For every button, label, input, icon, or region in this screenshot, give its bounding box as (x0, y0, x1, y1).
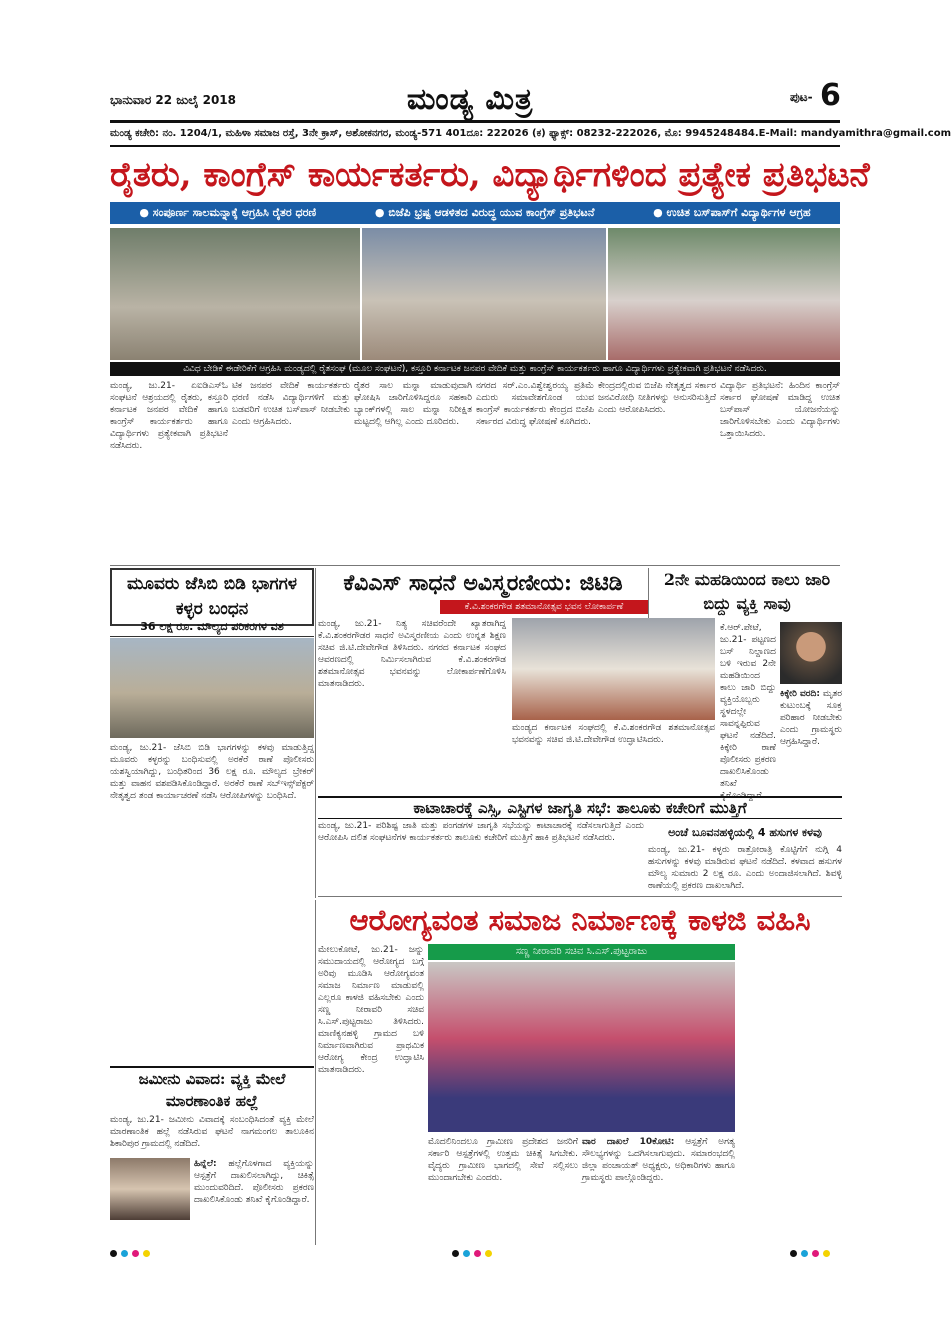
land-subhead: ಹಿನ್ನೆಲೆ: (194, 1159, 217, 1169)
lead-headline: ರೈತರು, ಕಾಂಗ್ರೆಸ್ ಕಾರ್ಯಕರ್ತರು, ವಿದ್ಯಾರ್ಥಿಗಳಿಂದ ಪ್ರತ್ಯೇಕ ಪ್ರತಿಭಟನೆ (110, 155, 870, 195)
lead-paragraph: ಮಂಡ್ಯ, ಜು.21- ಏಐಡಿಎಸ್‌ಓ ಸಂಘಟನೆ ಆಶ್ರಯದಲ್ಲಿ ರೈತರು, ಕಸ್ತೂರಿ ಕರ್ನಾಟಕ ಜನಪರ ವೇದಿಕೆ ಹಾಗೂ ಕಾಂಗ್ರೆಸ್ ಕಾರ್ಯಕರ್ತರು ಹಾಗೂ ವಿದ್ಯಾರ್ಥಿಗಳು ಪ್ರತ್ಯೇಕವಾಗಿ ಪ್ರತಿಭಟನೆ ನಡೆಸಿದರು. (110, 381, 228, 451)
jcb-photo (110, 638, 314, 738)
kvs-headline: ಕೆವಿಎಸ್ ಸಾಧನೆ ಅವಿಸ್ಮರಣೀಯ: ಜಿಟಿಡಿ (343, 570, 623, 596)
death-subbody: ಮೃತರ ಕುಟುಂಬಕ್ಕೆ ಸೂಕ್ತ ಪರಿಹಾರ ನೀಡಬೇಕು ಎಂದು ಗ್ರಾಮಸ್ಥರು ಆಗ್ರಹಿಸಿದ್ದಾರೆ. (780, 689, 842, 747)
death-followup (780, 688, 842, 792)
section-divider (110, 565, 840, 566)
congress-protest-photo (362, 228, 606, 360)
lead-column (232, 380, 350, 564)
farmers-protest-photo (110, 228, 360, 360)
health-body-3 (582, 1136, 735, 1244)
health-headline: ಆರೋಗ್ಯವಂತ ಸಮಾಜ ನಿರ್ಮಾಣಕ್ಕೆ ಕಾಳಜಿ ವಹಿಸಿ (349, 903, 811, 937)
print-registration-marks (110, 1250, 150, 1257)
lead-column (720, 380, 840, 564)
jcb-headline: ಮೂವರು ಜೆಸಿಬಿ ಬಿಡಿ ಭಾಗಗಳ ಕಳ್ಳರ ಬಂಧನ (110, 568, 314, 626)
lead-paragraph: ಟಿಕ ಜನಪರ ವೇದಿಕೆ ಕಾರ್ಯಕರ್ತರು ಧರಣಿ ನಡೆಸಿ ವಿದ್ಯಾರ್ಥಿಗಳಿಗೆ ಮತ್ತು ಬಡವರಿಗೆ ಉಚಿತ ಬಸ್‌ಪಾಸ್ ನೀಡಬೇಕು ಎಂದು ಆಗ್ರಹಿಸಿದರು. (232, 381, 350, 427)
land-followup (194, 1158, 314, 1244)
lead-paragraph: ನಗರದ ಸರ್.ಎಂ.ವಿಶ್ವೇಶ್ವರಯ್ಯ ಪ್ರತಿಮೆ ಎದುರು ಸಮಾವೇಶಗೊಂಡ ಯುವ ಕಾಂಗ್ರೆಸ್ ಕಾರ್ಯಕರ್ತರು ಕೇಂದ್ರದ ಬಿಜೆಪಿ ಸರ್ಕಾರದ ವಿರುದ್ಧ ಘೋಷಣೆ ಕೂಗಿದರು. (476, 381, 594, 427)
jcb-body: ಮಂಡ್ಯ, ಜು.21- ಜೆಸಿಬಿ ಬಿಡಿ ಭಾಗಗಳನ್ನು ಕಳವು ಮಾಡುತ್ತಿದ್ದ ಮೂವರು ಕಳ್ಳರನ್ನು ಬಂಧಿಸುವಲ್ಲಿ ಅರಕೆರೆ ಠಾಣೆ ಪೊಲೀಸರು ಯಶಸ್ವಿಯಾಗಿದ್ದು, ಬಂಧಿತರಿಂದ 36 ಲಕ್ಷ ರೂ. ಮೌಲ್ಯದ ಬ್ರೇಕರ್ ಮತ್ತು ವಾಹನ ವಶಪಡಿಸಿಕೊಂಡಿದ್ದಾರೆ. ಅರಕೆರೆ ಠಾಣೆ ಸಬ್‌ಇನ್ಸ್‌ಪೆಕ್ಟರ್ ನೇತೃತ್ವದ ತಂಡ ಕಾರ್ಯಾಚರಣೆ ನಡೆಸಿ ಆರೋಪಿಗಳನ್ನು ಬಂಧಿಸಿದೆ. (110, 743, 314, 801)
death-headline: 2ನೇ ಮಹಡಿಯಿಂದ ಕಾಲು ಜಾರಿ ಬಿದ್ದು ವ್ಯಕ್ತಿ ಸಾವು (663, 570, 831, 613)
section-divider (318, 896, 842, 897)
office-phone: ದೂ: 222026 (ಕ) ಫ್ಯಾಕ್ಸ್: 08232-222026, ಮೊ: 9945248484. (466, 128, 759, 139)
lead-column (598, 380, 716, 564)
health-subbody: ಆಸ್ಪತ್ರೆಗೆ ಅಗತ್ಯ ಸೌಲಭ್ಯಗಳನ್ನು ಒದಗಿಸಲಾಗುವುದು. ಸಮಾರಂಭದಲ್ಲಿ ಜಿಲ್ಲಾ ಪಂಚಾಯತ್ ಅಧ್ಯಕ್ಷರು, ಅಧಿಕಾರಿಗಳು ಹಾಗೂ ಗ್ರಾಮಸ್ಥರು ಪಾಲ್ಗೊಂಡಿದ್ದರು. (582, 1137, 735, 1183)
land-body: ಮಂಡ್ಯ, ಜು.21- ಜಮೀನು ವಿವಾದಕ್ಕೆ ಸಂಬಂಧಿಸಿದಂತೆ ವ್ಯಕ್ತಿ ಮೇಲೆ ಮಾರಣಾಂತಿಕ ಹಲ್ಲೆ ನಡೆಸಿರುವ ಘಟನೆ ನಾಗಮಂಗಲ ತಾಲೂಕಿನ ಶಿಕಾರಿಪುರ ಗ್ರಾಮದಲ್ಲಿ ನಡೆದಿದೆ. (110, 1115, 314, 1149)
kvs-body: ಮಂಡ್ಯ, ಜು.21- ನಿತ್ಯ ಸಚಿವರೆಂದೇ ಖ್ಯಾತರಾಗಿದ್ದ ಕೆ.ವಿ.ಶಂಕರಗೌಡರ ಸಾಧನೆ ಅವಿಸ್ಮರಣೀಯ ಎಂದು ಉನ್ನತ ಶಿಕ್ಷಣ ಸಚಿವ ಜಿ.ಟಿ.ದೇವೇಗೌಡ ತಿಳಿಸಿದರು. ನಗರದ ಕರ್ನಾಟಕ ಸಂಘದ ಆವರಣದಲ್ಲಿ ನಿರ್ಮಿಸಲಾಗಿರುವ ಕೆ.ವಿ.ಶಂಕರಗೌಡ ಶತಮಾನೋತ್ಸವ ಭವನವನ್ನು ಲೋಕಾರ್ಪಣೆಗೊಳಿಸಿ ಮಾತನಾಡಿದರು. (318, 619, 506, 689)
death-body: ಕೆ.ಆರ್.ಪೇಟೆ, ಜು.21- ಪಟ್ಟಣದ ಬಸ್ ನಿಲ್ದಾಣದ ಬಳಿ ಇರುವ 2ನೇ ಮಹಡಿಯಿಂದ ಕಾಲು ಜಾರಿ ಬಿದ್ದು ವ್ಯಕ್ತಿಯೊಬ್ಬರು ಸ್ಥಳದಲ್ಲೇ ಸಾವನ್ನಪ್ಪಿರುವ ಘಟನೆ ನಡೆದಿದೆ. ಕಿಕ್ಕೇರಿ ಠಾಣೆ ಪೊಲೀಸರು ಪ್ರಕರಣ ದಾಖಲಿಸಿಕೊಂಡು ತನಿಖೆ ಕೈಗೊಂಡಿದ್ದಾರೆ. (720, 623, 776, 801)
meeting-body: ಮಂಡ್ಯ, ಜು.21- ಪರಿಶಿಷ್ಟ ಜಾತಿ ಮತ್ತು ಪಂಗಡಗಳ ಜಾಗೃತಿ ಸಭೆಯನ್ನು ಕಾಟಾಚಾರಕ್ಕೆ ನಡೆಸಲಾಗುತ್ತಿದೆ ಎಂದು ಆರೋಪಿಸಿ ದಲಿತ ಸಂಘಟನೆಗಳ ಕಾರ್ಯಕರ್ತರು ತಾಲೂಕು ಕಚೇರಿಗೆ ಮುತ್ತಿಗೆ ಹಾಕಿ ಪ್ರತಿಭಟನೆ ನಡೆಸಿದರು. (318, 821, 644, 843)
lead-column (476, 380, 594, 564)
office-address: ಮಂಡ್ಯ ಕಚೇರಿ: ನಂ. 1204/1, ಮಹಿಳಾ ಸಮಾಜ ರಸ್ತೆ, 3ನೇ ಕ್ರಾಸ್, ಅಶೋಕನಗರ, ಮಂಡ್ಯ-571 401 (110, 128, 467, 139)
lead-subhead-band (110, 202, 840, 224)
deceased-portrait-photo (780, 622, 842, 684)
lead-paragraph: ಕೇಂದ್ರದಲ್ಲಿರುವ ಬಿಜೆಪಿ ನೇತೃತ್ವದ ಸರ್ಕಾರ ಜನವಿರೋಧಿ ನೀತಿಗಳನ್ನು ಅನುಸರಿಸುತ್ತಿದೆ ಎಂದು ಆರೋಪಿಸಿದರು. (598, 381, 716, 415)
land-subbody: ಹಲ್ಲೆಗೊಳಗಾದ ವ್ಯಕ್ತಿಯನ್ನು ಆಸ್ಪತ್ರೆಗೆ ದಾಖಲಿಸಲಾಗಿದ್ದು, ಚಿಕಿತ್ಸೆ ಮುಂದುವರಿದಿದೆ. ಪೊಲೀಸರು ಪ್ರಕರಣ ದಾಖಲಿಸಿಕೊಂಡು ತನಿಖೆ ಕೈಗೊಂಡಿದ್ದಾರೆ. (194, 1159, 314, 1205)
issue-date: ಭಾನುವಾರ 22 ಜುಲೈ 2018 (110, 93, 236, 107)
masthead-rule (110, 120, 840, 123)
newspaper-title: ಮಂಡ್ಯ ಮಿತ್ರ (406, 82, 534, 117)
jcb-subhead: 36 ಲಕ್ಷ ರೂ. ಮೌಲ್ಯದ ಪರಿಕರಗಳ ವಶ (110, 620, 314, 637)
health-subhead: ವಾರ ದಾಖಲೆ 10ಕೋಟಿ: (582, 1137, 675, 1147)
kvs-caption: ಮಂಡ್ಯದ ಕರ್ನಾಟಕ ಸಂಘದಲ್ಲಿ ಕೆ.ವಿ.ಶಂಕರಗೌಡ ಶತಮಾನೋತ್ಸವ ಭವನವನ್ನು ಸಚಿವ ಜಿ.ಟಿ.ದೇವೇಗೌಡ ಉದ್ಘಾಟಿಸಿದರು. (512, 723, 715, 745)
land-victim-photo (110, 1158, 190, 1220)
lead-column (354, 380, 472, 564)
lead-subhead: ● ಸಂಪೂರ್ಣ ಸಾಲಮನ್ನಾಕ್ಕೆ ಆಗ್ರಹಿಸಿ ರೈತರ ಧರಣಿ (139, 206, 317, 219)
address-rule (110, 145, 840, 147)
page-label: ಪುಟ- (790, 90, 813, 104)
lead-photo-caption: ವಿವಿಧ ಬೇಡಿಕೆ ಈಡೇರಿಕೆಗೆ ಆಗ್ರಹಿಸಿ ಮಂಡ್ಯದಲ್ಲಿ ರೈತಸಂಘ (ಮೂಲ ಸಂಘಟನೆ), ಕಸ್ತೂರಿ ಕರ್ನಾಟಕ ಜನಪರ ವೇದಿಕೆ ಮತ್ತು ಕಾಂಗ್ರೆಸ್ ಕಾರ್ಯಕರ್ತರು ಹಾಗೂ ವಿದ್ಯಾರ್ಥಿಗಳು ಪ್ರತ್ಯೇಕವಾಗಿ ಪ್ರತಿಭಟನೆ ನಡೆಸಿದರು. (110, 362, 840, 376)
kvs-band: ಕೆ.ವಿ.ಶಂಕರಗೌಡ ಶತಮಾನೋತ್ಸವ ಭವನ ಲೋಕಾರ್ಪಣೆ (440, 600, 648, 614)
lead-paragraph: ರೈತರ ಸಾಲ ಮನ್ನಾ ಮಾಡುವುದಾಗಿ ಘೋಷಿಸಿ ಜಾರಿಗೊಳಿಸಿದ್ದರೂ ಸಹಕಾರಿ ಬ್ಯಾಂಕ್‌ಗಳಲ್ಲಿ ಸಾಲ ಮನ್ನಾ ನಿರೀಕ್ಷಿತ ಮಟ್ಟದಲ್ಲಿ ಆಗಿಲ್ಲ ಎಂದು ದೂರಿದರು. (354, 381, 472, 427)
office-address-bar (110, 128, 951, 139)
lead-subhead: ● ಬಿಜೆಪಿ ಭ್ರಷ್ಟ ಆಡಳಿತದ ವಿರುದ್ಧ ಯುವ ಕಾಂಗ್ರೆಸ್ ಪ್ರತಿಭಟನೆ (374, 206, 595, 219)
health-centre-photo (428, 962, 735, 1132)
kvs-inauguration-photo (512, 618, 715, 720)
page-number: 6 (820, 78, 841, 113)
column-divider (315, 900, 316, 1245)
students-protest-photo (608, 228, 840, 360)
lead-subhead: ● ಉಚಿತ ಬಸ್‌ಪಾಸ್‌ಗೆ ವಿದ್ಯಾರ್ಥಿಗಳ ಆಗ್ರಹ (653, 206, 811, 219)
death-subhead: ಕಿಕ್ಕೇರಿ ವರದಿ: (780, 689, 820, 699)
cows-body: ಮಂಡ್ಯ, ಜು.21- ಕಳ್ಳರು ರಾತ್ರೋರಾತ್ರಿ ಕೊಟ್ಟಿಗೆಗೆ ನುಗ್ಗಿ 4 ಹಸುಗಳನ್ನು ಕಳವು ಮಾಡಿರುವ ಘಟನೆ ನಡೆದಿದೆ. ಕಳವಾದ ಹಸುಗಳ ಮೌಲ್ಯ ಸುಮಾರು 2 ಲಕ್ಷ ರೂ. ಎಂದು ಅಂದಾಜಿಸಲಾಗಿದೆ. ಶಿವಳ್ಳಿ ಠಾಣೆಯಲ್ಲಿ ಪ್ರಕರಣ ದಾಖಲಾಗಿದೆ. (648, 845, 842, 891)
cows-headline: ಅಂಚೆ ಬೂವನಹಳ್ಳಿಯಲ್ಲಿ 4 ಹಸುಗಳ ಕಳವು (668, 826, 822, 839)
office-email: E-Mail: mandyamithra@gmail.com (758, 128, 951, 139)
health-body-2: ಮೊದಲಿನಿಂದಲೂ ಗ್ರಾಮೀಣ ಪ್ರದೇಶದ ಜನರಿಗೆ ಸರ್ಕಾರಿ ಆಸ್ಪತ್ರೆಗಳಲ್ಲಿ ಉತ್ತಮ ಚಿಕಿತ್ಸೆ ಸಿಗಬೇಕು. ವೈದ್ಯರು ಗ್ರಾಮೀಣ ಭಾಗದಲ್ಲಿ ಸೇವೆ ಸಲ್ಲಿಸಲು ಮುಂದಾಗಬೇಕು ಎಂದರು. (428, 1137, 578, 1183)
print-registration-marks (790, 1250, 830, 1257)
health-continued (740, 944, 842, 1244)
lead-paragraph: ವಿದ್ಯಾರ್ಥಿ ಪ್ರತಿಭಟನೆ: ಹಿಂದಿನ ಕಾಂಗ್ರೆಸ್ ಸರ್ಕಾರ ಘೋಷಣೆ ಮಾಡಿದ್ದ ಉಚಿತ ಬಸ್‌ಪಾಸ್ ಯೋಜನೆಯನ್ನು ಜಾರಿಗೊಳಿಸಬೇಕು ಎಂದು ವಿದ್ಯಾರ್ಥಿಗಳು ಒತ್ತಾಯಿಸಿದರು. (720, 381, 840, 439)
health-band: ಸಣ್ಣ ನೀರಾವರಿ ಸಚಿವ ಸಿ.ಎಸ್.ಪುಟ್ಟರಾಜು (428, 944, 735, 960)
meeting-headline: ಕಾಟಾಚಾರಕ್ಕೆ ಎಸ್ಸಿ, ಎಸ್ಟಿಗಳ ಜಾಗೃತಿ ಸಭೆ: ತಾಲೂಕು ಕಚೇರಿಗೆ ಮುತ್ತಿಗೆ (318, 796, 842, 819)
health-body: ಮೇಲುಕೋಟೆ, ಜು.21- ಜನ್ನು ಸಮುದಾಯದಲ್ಲಿ ಆರೋಗ್ಯದ ಬಗ್ಗೆ ಅರಿವು ಮೂಡಿಸಿ ಆರೋಗ್ಯವಂತ ಸಮಾಜ ನಿರ್ಮಾಣ ಮಾಡುವಲ್ಲಿ ಎಲ್ಲರೂ ಕಾಳಜಿ ವಹಿಸಬೇಕು ಎಂದು ಸಣ್ಣ ನೀರಾವರಿ ಸಚಿವ ಸಿ.ಎಸ್.ಪುಟ್ಟರಾಜು ತಿಳಿಸಿದರು. ಮಾಣಿಕ್ಯನಹಳ್ಳಿ ಗ್ರಾಮದ ಬಳಿ ನಿರ್ಮಾಣವಾಗಿರುವ ಪ್ರಾಥಮಿಕ ಆರೋಗ್ಯ ಕೇಂದ್ರ ಉದ್ಘಾಟಿಸಿ ಮಾತನಾಡಿದರು. (318, 945, 424, 1075)
print-registration-marks (452, 1250, 492, 1257)
column-divider (315, 568, 316, 898)
lead-column (110, 380, 228, 564)
column-divider (648, 568, 649, 618)
land-headline: ಜಮೀನು ವಿವಾದ: ವ್ಯಕ್ತಿ ಮೇಲೆ ಮಾರಣಾಂತಿಕ ಹಲ್ಲೆ (110, 1066, 314, 1114)
